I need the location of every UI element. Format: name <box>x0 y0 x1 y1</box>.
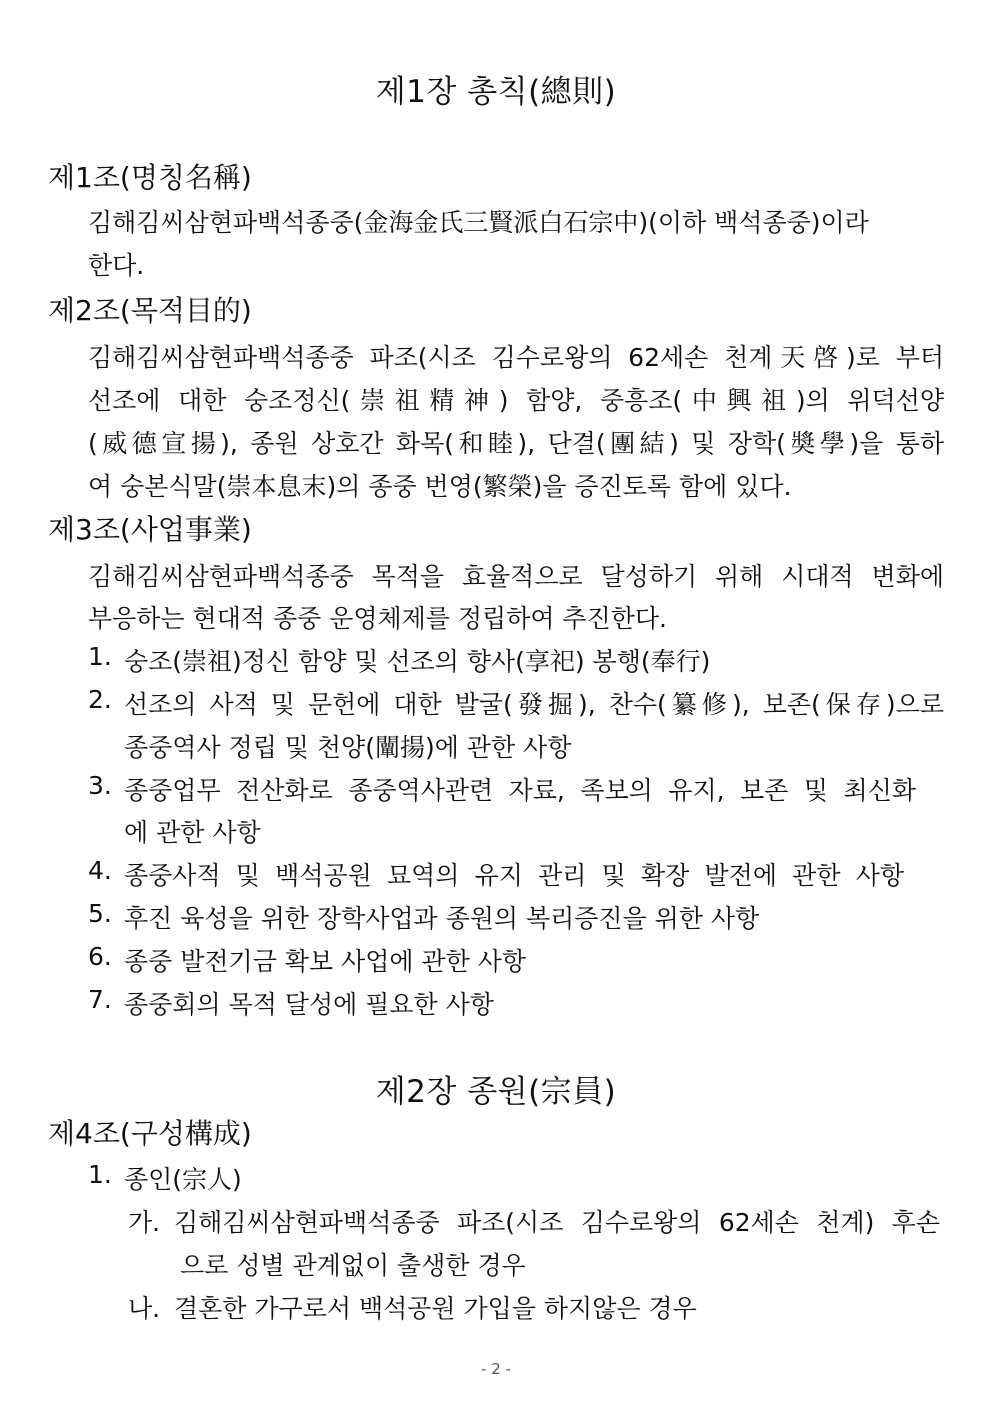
article-1-line-1: 김해김씨삼현파백석종중(金海金氏三賢派白石宗中)(이하 백석종중)이라 <box>88 208 869 237</box>
article-4-item-1-number: 1. <box>88 1160 112 1189</box>
chapter-2-title: 제2장 종원(宗員) <box>375 1074 617 1110</box>
article-3-item-1-text: 숭조(崇祖)정신 함양 및 선조의 향사(享祀) 봉행(奉行) <box>124 647 711 676</box>
article-2-line-4: 여 숭본식말(崇本息末)의 종중 번영(繁榮)을 증진토록 함에 있다. <box>88 472 792 501</box>
article-3-line-1: 김해김씨삼현파백석종중 목적을 효율적으로 달성하기 위해 시대적 변화에 <box>88 562 944 591</box>
article-4-subitem-a-text: 김해김씨삼현파백석종중 파조(시조 김수로왕의 62세손 천계) 후손 <box>174 1208 940 1237</box>
article-2-heading: 제2조(목적目的) <box>48 294 252 327</box>
article-3-item-5-text: 후진 육성을 위한 장학사업과 종원의 복리증진을 위한 사항 <box>124 904 760 933</box>
article-2-line-2: 선조에 대한 숭조정신(崇祖精神) 함양, 중흥조(中興祖)의 위덕선양 <box>88 386 944 415</box>
article-3-item-6-text: 종중 발전기금 확보 사업에 관한 사항 <box>124 947 526 976</box>
article-3-item-2-text-cont: 종중역사 정립 및 천양(闡揚)에 관한 사항 <box>124 733 572 762</box>
article-3-item-5-number: 5. <box>88 899 112 928</box>
article-4-subitem-b-number: 나. <box>128 1294 161 1323</box>
article-3-heading: 제3조(사업事業) <box>48 513 252 546</box>
article-3-line-2: 부응하는 현대적 종중 운영체제를 정립하여 추진한다. <box>88 604 667 633</box>
article-3-item-7-number: 7. <box>88 985 112 1014</box>
article-4-subitem-a-number: 가. <box>128 1208 161 1237</box>
article-1-heading: 제1조(명칭名稱) <box>48 161 252 194</box>
article-3-item-6-number: 6. <box>88 942 112 971</box>
article-2-line-3: (威德宣揚), 종원 상호간 화목(和睦), 단결(團結) 및 장학(奬學)을 통하 <box>88 429 944 458</box>
article-1-line-2: 한다. <box>88 251 145 280</box>
article-4-heading: 제4조(구성構成) <box>48 1117 252 1150</box>
article-3-item-3-text-cont: 에 관한 사항 <box>124 818 261 847</box>
article-3-item-3-number: 3. <box>88 771 112 800</box>
article-3-item-4-text: 종중사적 및 백석공원 묘역의 유지 관리 및 확장 발전에 관한 사항 <box>124 861 904 890</box>
chapter-1-title: 제1장 총칙(總則) <box>375 74 617 110</box>
article-3-item-1-number: 1. <box>88 642 112 671</box>
article-3-item-2-number: 2. <box>88 685 112 714</box>
article-4-item-1-text: 종인(宗人) <box>124 1165 242 1194</box>
article-3-item-2-text: 선조의 사적 및 문헌에 대한 발굴(發掘), 찬수(纂修), 보존(保存)으로 <box>124 690 944 719</box>
article-3-item-7-text: 종중회의 목적 달성에 필요한 사항 <box>124 990 494 1019</box>
page-number: - 2 - <box>481 1360 511 1378</box>
article-2-line-1: 김해김씨삼현파백석종중 파조(시조 김수로왕의 62세손 천계天啓)로 부터 <box>88 343 944 372</box>
article-4-subitem-b-text: 결혼한 가구로서 백석공원 가입을 하지않은 경우 <box>174 1294 697 1323</box>
article-4-subitem-a-text-cont: 으로 성별 관계없이 출생한 경우 <box>180 1251 526 1280</box>
article-3-item-4-number: 4. <box>88 856 112 885</box>
article-3-item-3-text: 종중업무 전산화로 종중역사관련 자료, 족보의 유지, 보존 및 최신화 <box>124 776 916 805</box>
